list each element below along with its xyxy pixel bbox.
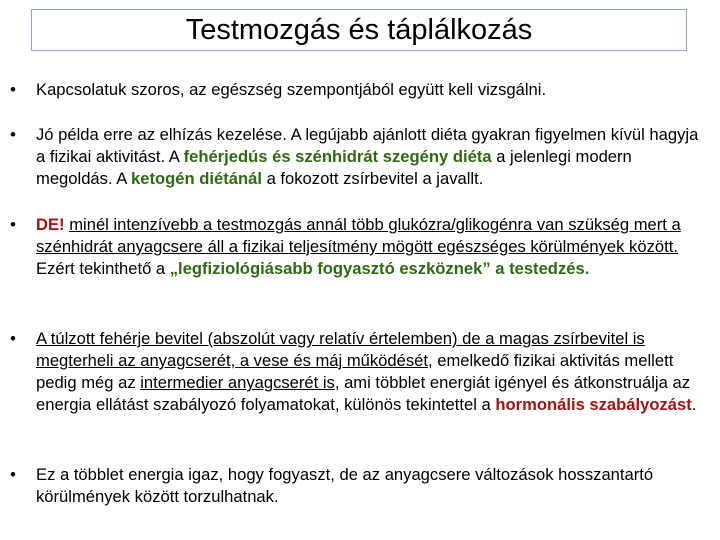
underlined-text: intermedier anyagcserét is xyxy=(140,373,335,392)
text-run: Jó példa erre az elhízás kezelése. A legújabb ajánlott diéta gyakran figyelmen kívül hagyja a fizikai aktivitást. A xyxy=(36,125,699,166)
underlined-text: A túlzott fehérje bevitel (abszolút vagy relatív értelemben) de a magas zsírbevitel is megterheli az anyagcserét, a vese és máj működését xyxy=(36,329,645,370)
bullet-text xyxy=(36,79,700,101)
bullet-icon: • xyxy=(10,465,16,484)
page-title: Testmozgás és táplálkozás xyxy=(185,13,533,46)
bullet-text xyxy=(36,124,700,190)
bullet-icon: • xyxy=(10,125,16,144)
text-run: Ez a többlet energia igaz, hogy fogyaszt, de az anyagcsere változások hosszantartó körülmények között torzulhatnak. xyxy=(36,465,654,506)
bullet-icon: • xyxy=(10,329,16,348)
text-run: , ami többlet energiát igényel és átkonstruálja az energia ellátást szabályozó folyamatokat, különös tekintettel a xyxy=(36,373,690,414)
underlined-text: minél intenzívebb a testmozgás annál több glukózra/glikogénra van szükség mert a szénhidrát anyagcsere áll a fizikai teljesítmény mögött egészséges körülmények között. xyxy=(36,215,681,256)
text-run: a fokozott zsírbevitel a javallt. xyxy=(261,169,484,188)
green-emphasis: fehérjedús és szénhidrát szegény diéta xyxy=(183,147,492,166)
bullet-text xyxy=(36,214,700,280)
bullet-text xyxy=(36,328,700,416)
red-emphasis: hormonális szabályozást xyxy=(495,395,692,414)
green-emphasis: „legfiziológiásabb fogyasztó eszköznek” a testedzés. xyxy=(169,259,590,278)
text-run: Kapcsolatuk szoros, az egészség szempontjából együtt kell vizsgálni. xyxy=(36,80,547,99)
text-run: , emelkedő fizikai aktivitás mellett pedig még az xyxy=(36,351,674,392)
bullet-text xyxy=(36,464,700,508)
text-run: . xyxy=(691,395,697,414)
red-emphasis: DE! xyxy=(36,215,65,234)
green-emphasis: ketogén diétánál xyxy=(131,169,262,188)
text-run: a jelenlegi modern megoldás. A xyxy=(36,147,632,188)
text-run: Ezért tekinthető a xyxy=(36,259,170,278)
bullet-icon: • xyxy=(10,215,16,234)
bullet-icon: • xyxy=(10,80,16,99)
